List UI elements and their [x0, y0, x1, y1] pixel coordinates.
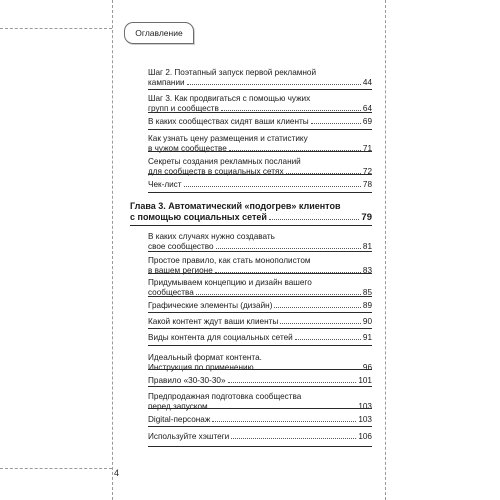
toc-entry-title: в чужом сообществе: [148, 144, 227, 153]
toc-entry-line: [148, 353, 372, 363]
toc-entry-title: в вашем регионе: [148, 266, 213, 275]
toc-entry: [148, 317, 372, 327]
toc-entry: [148, 333, 372, 343]
margin-guide-left: [112, 0, 113, 500]
toc-entry: [148, 415, 372, 425]
toc-entry-title: для сообществ в социальных сетях: [148, 167, 284, 176]
toc-separator: [148, 296, 372, 297]
toc-entry-line: [148, 134, 372, 144]
toc-entry-line: [148, 278, 372, 288]
toc-separator: [148, 273, 372, 274]
toc-page-number: 90: [362, 317, 372, 326]
toc-entry-title: Digital-персонаж: [148, 415, 211, 424]
toc-entry: [148, 278, 372, 298]
dot-leader: [231, 438, 356, 439]
toc-page-number: 101: [358, 376, 372, 385]
toc-entry-title: Секреты создания рекламных посланий: [148, 157, 301, 166]
toc-entry: [148, 432, 372, 442]
toc-separator: [148, 345, 372, 346]
toc-separator: [148, 446, 372, 447]
toc-page-number: 103: [358, 402, 372, 411]
toc-entry: [148, 180, 372, 190]
toc-separator: [148, 251, 372, 252]
dot-leader: [269, 219, 359, 220]
dot-leader: [295, 339, 361, 340]
toc-entry-title: Используйте хэштеги: [148, 432, 230, 441]
toc-page-number: 71: [362, 144, 372, 153]
dot-leader: [274, 307, 360, 308]
toc-entry: [148, 94, 372, 114]
toc-page-number: 103: [358, 415, 372, 424]
toc-page-number: 69: [362, 117, 372, 126]
toc-entry: [148, 376, 372, 386]
toc-entry-title: Графические элементы (дизайн): [148, 301, 273, 310]
toc-entry-line: [148, 68, 372, 78]
toc-separator: [148, 369, 372, 370]
toc-page-number: 44: [362, 78, 372, 87]
toc-separator: [148, 129, 372, 130]
toc-entry-line: [148, 415, 372, 425]
toc-page-number: 78: [362, 180, 372, 189]
toc-page-number: 96: [362, 363, 372, 372]
dot-leader: [196, 294, 361, 295]
toc-entry-title: групп и сообществ: [148, 104, 219, 113]
dot-leader: [221, 110, 361, 111]
toc-entry-line: [148, 167, 372, 177]
toc-entry-line: [148, 392, 372, 402]
toc-entry-line: [148, 432, 372, 442]
section-tab: Оглавление: [124, 22, 194, 44]
toc-page-number: 81: [362, 242, 372, 251]
toc-entry: [148, 68, 372, 88]
toc-entry-line: [148, 117, 372, 127]
toc-entry: [148, 232, 372, 252]
toc-separator: [148, 386, 372, 387]
toc-separator: [148, 151, 372, 152]
toc-separator: [148, 328, 372, 329]
toc-separator: [148, 174, 372, 175]
toc-page-number: 83: [362, 266, 372, 275]
toc-entry-title: Идеальный формат контента.: [148, 353, 262, 362]
toc-entry-title: Инструкция по применению: [148, 363, 254, 372]
dot-leader: [212, 421, 356, 422]
toc-entry-line: [130, 212, 372, 223]
toc-entry-title: с помощью социальных сетей: [130, 212, 267, 222]
toc-entry-title: Какой контент ждут ваши клиенты: [148, 317, 279, 326]
toc-entry: [148, 353, 372, 373]
toc-entry-title: сообщества: [148, 288, 194, 297]
toc-page-number: 72: [362, 167, 372, 176]
toc-page-number: 85: [362, 288, 372, 297]
toc-entry: [148, 117, 372, 127]
toc-entry-line: [148, 301, 372, 311]
page-number: 4: [114, 468, 120, 478]
toc-entry-line: [148, 376, 372, 386]
dot-leader: [216, 248, 361, 249]
toc-entry-line: [148, 144, 372, 154]
toc-entry-title: Виды контента для социальных сетей: [148, 333, 293, 342]
toc-entry-line: [148, 256, 372, 266]
toc-page-number: 64: [362, 104, 372, 113]
toc-entry-line: [130, 201, 372, 212]
toc-page-number: 106: [358, 432, 372, 441]
toc-entry-line: [148, 232, 372, 242]
toc-entry-title: В каких сообществах сидят ваши клиенты: [148, 117, 309, 126]
toc-entry: [148, 392, 372, 412]
toc-separator: [148, 192, 372, 193]
toc-page-number: 91: [362, 333, 372, 342]
toc-separator: [148, 312, 372, 313]
toc-entry-title: Шаг 2. Поэтапный запуск первой рекламной: [148, 68, 317, 77]
toc-entry-line: [148, 78, 372, 88]
toc-entry-line: [148, 363, 372, 373]
margin-guide-bottom: [0, 468, 112, 469]
toc-separator: [148, 89, 372, 90]
toc-entry-line: [148, 266, 372, 276]
toc-entry-title: Предпродажная подготовка сообщества: [148, 392, 302, 401]
toc-entry-title: перед запуском: [148, 402, 208, 411]
toc-entry-title: Правило «30-30-30»: [148, 376, 226, 385]
toc-entry-title: кампании: [148, 78, 185, 87]
toc-page-number: 79: [361, 212, 372, 223]
dot-leader: [228, 382, 357, 383]
toc-entry-title: Шаг 3. Как продвигаться с помощью чужих: [148, 94, 311, 103]
toc-entry-line: [148, 333, 372, 343]
toc-entry-title: Простое правило, как стать монополистом: [148, 256, 311, 265]
dot-leader: [280, 323, 361, 324]
toc-separator: [130, 225, 372, 226]
toc-entry-title: свое сообщество: [148, 242, 214, 251]
toc-separator: [148, 426, 372, 427]
toc-entry-line: [148, 94, 372, 104]
toc-entry-line: [148, 180, 372, 190]
dot-leader: [187, 84, 361, 85]
dot-leader: [311, 123, 361, 124]
dot-leader: [184, 186, 361, 187]
toc-separator: [148, 408, 372, 409]
toc-entry-title: Чек-лист: [148, 180, 182, 189]
toc-entry-line: [148, 157, 372, 167]
margin-guide-top: [0, 28, 112, 29]
margin-guide-right: [385, 0, 386, 500]
toc-entry-line: [148, 402, 372, 412]
toc-separator: [148, 112, 372, 113]
toc-entry-title: Придумываем концепцию и дизайн вашего: [148, 278, 312, 287]
toc-entry-line: [148, 317, 372, 327]
toc-entry: [148, 301, 372, 311]
toc-page-number: 89: [362, 301, 372, 310]
toc-entry-title: В каких случаях нужно создавать: [148, 232, 275, 241]
toc-entry-title: Как узнать цену размещения и статистику: [148, 134, 308, 143]
toc-chapter-entry: [130, 201, 372, 223]
toc-entry-title: Глава 3. Автоматический «подогрев» клиентов: [130, 201, 341, 211]
